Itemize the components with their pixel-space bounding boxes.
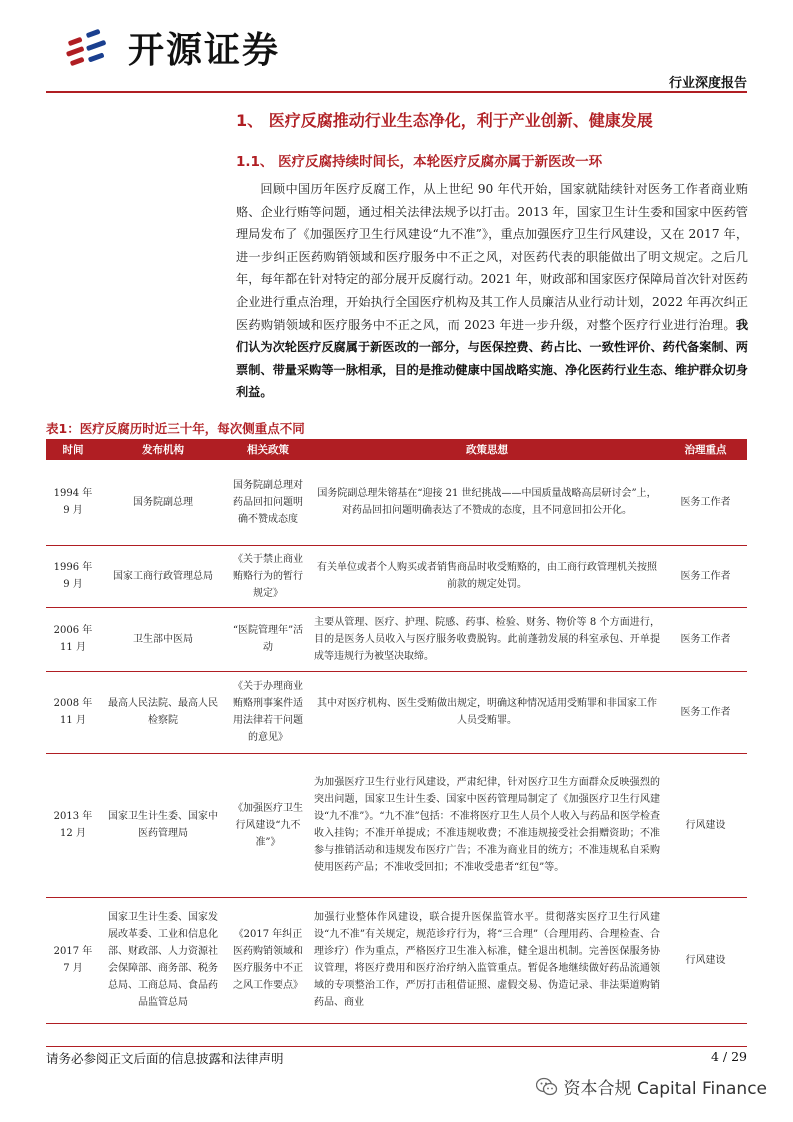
cell-idea: 其中对医疗机构、医生受贿做出规定，明确这种情况适用受贿罪和非国家工作人员受贿罪。	[310, 671, 664, 753]
cell-agency: 卫生部中医局	[100, 607, 226, 671]
cell-time: 2006 年 11 月	[46, 607, 100, 671]
cell-idea: 加强行业整体作风建设，联合提升医保监管水平。贯彻落实医疗卫生行风建设“九不准”有关规定，规范诊疗行为，将“三合理”（合理用药、合理检查、合理诊疗）作为重点，严格医疗卫生准入标准，健全退出机制。完善医保服务协议管理，将医疗费用和医疗治疗纳入监管重点。暂促各地继续做好药品流通领域的专项整治工作，严厉打击租借证照、虚假交易、伪造记录、非法渠道购销药品、商业	[310, 897, 664, 1023]
cell-agency: 国家卫生计生委、国家发展改革委、工业和信息化部、财政部、人力资源社会保障部、商务部、税务总局、工商总局、食品药品监管总局	[100, 897, 226, 1023]
wechat-icon	[536, 1077, 558, 1097]
cell-policy: 《加强医疗卫生行风建设“九不准”》	[226, 753, 310, 897]
brand-mark-icon	[64, 25, 122, 71]
paragraph-text: 回顾中国历年医疗反腐工作，从上世纪 90 年代开始，国家就陆续针对医务工作者商业贿赂、企业行贿等问题，通过相关法律法规予以打击。2013 年，国家卫生计生委和国家中医药管理局发布了《加强医疗卫生行风建设“九不准”》，重点加强医疗卫生行风建设，又在 2017 年，进一步纠正医药购销领域和医疗服务中不正之风，对医药代表的职能做出了明文规定。之后几年，每年都在针对特定的部分展开反腐行动。2021 年，财政部和国家医疗保障局首次针对医药企业进行重点治理，开始执行全国医疗机构及其工作人员廉洁从业行动计划，2022 年再次纠正医药购销领域和医疗服务中不正之风，而 2023 年进一步升级，对整个医疗行业进行治理。	[236, 182, 748, 332]
cell-agency: 国家卫生计生委、国家中医药管理局	[100, 753, 226, 897]
paragraph-emphasis: 我们认为次轮医疗反腐属于新医改的一部分，与医保控费、药占比、一致性评价、药代备案制、两票制、带量采购等一脉相承，目的是推动健康中国战略实施、净化医药行业生态、维护群众切身利益。	[236, 317, 748, 400]
cell-agency: 国家工商行政管理总局	[100, 545, 226, 607]
page-number: 4 / 29	[710, 1049, 747, 1064]
cell-idea: 有关单位或者个人购买或者销售商品时收受贿赂的，由工商行政管理机关按照前款的规定处罚。	[310, 545, 664, 607]
header-focus: 治理重点	[664, 439, 747, 460]
table-row	[46, 607, 747, 671]
cell-agency: 最高人民法院、最高人民检察院	[100, 671, 226, 753]
header-idea: 政策思想	[310, 439, 664, 460]
header-divider	[46, 91, 747, 93]
table-row	[46, 897, 747, 1023]
cell-agency: 国务院副总理	[100, 460, 226, 545]
report-type: 行业深度报告	[668, 76, 747, 91]
cell-time: 2013 年 12 月	[46, 753, 100, 897]
cell-policy: 国务院副总理对药品回扣问题明确不赞成态度	[226, 460, 310, 545]
subsection-heading: 1.1、 医疗反腐持续时间长，本轮医疗反腐亦属于新医改一环	[236, 154, 603, 170]
cell-policy: 《关于办理商业贿赂刑事案件适用法律若干问题的意见》	[226, 671, 310, 753]
cell-focus: 医务工作者	[664, 460, 747, 545]
watermark	[536, 1074, 767, 1099]
cell-time: 1994 年 9 月	[46, 460, 100, 545]
table-row	[46, 545, 747, 607]
cell-idea: 国务院副总理朱镕基在“迎接 21 世纪挑战——中国质量战略高层研讨会”上，对药品回扣问题明确表达了不赞成的态度，且不同意回扣公开化。	[310, 460, 664, 545]
cell-time: 1996 年 9 月	[46, 545, 100, 607]
section-heading: 1、 医疗反腐推动行业生态净化，利于产业创新、健康发展	[236, 111, 653, 130]
header-policy: 相关政策	[226, 439, 310, 460]
table-row	[46, 671, 747, 753]
cell-policy: “医院管理年”活动	[226, 607, 310, 671]
table-title: 表1：医疗反腐历时近三十年，每次侧重点不同	[46, 421, 305, 436]
brand-name: 开源证券	[128, 30, 281, 71]
cell-focus: 医务工作者	[664, 607, 747, 671]
watermark-text: 资本合规 Capital Finance	[563, 1079, 767, 1099]
cell-focus: 行风建设	[664, 897, 747, 1023]
cell-policy: 《2017 年纠正医药购销领域和医疗服务中不正之风工作要点》	[226, 897, 310, 1023]
table-header-row	[46, 439, 747, 460]
footer-disclaimer: 请务必参阅正文后面的信息披露和法律声明	[46, 1051, 284, 1066]
body-paragraph	[236, 178, 748, 404]
cell-idea: 主要从管理、医疗、护理、院感、药事、检验、财务、物价等 8 个方面进行，目的是医务人员收入与医疗服务收费脱钩。此前蓬勃发展的科室承包、开单提成等违规行为被坚决取缔。	[310, 607, 664, 671]
table-row	[46, 753, 747, 897]
cell-idea: 为加强医疗卫生行业行风建设，严肃纪律，针对医疗卫生方面群众反映强烈的突出问题，国家卫生计生委、国家中医药管理局制定了《加强医疗卫生行风建设“九不准”》。“九不准”包括：不准将医疗卫生人员个人收入与药品和医学检查收入挂钩；不准开单提成；不准违规收费；不准违规接受社会捐赠资助；不准参与推销活动和违规发布医疗广告；不准为商业目的统方；不准违规私自采购使用医药产品；不准收受回扣；不准收受患者“红包”等。	[310, 753, 664, 897]
brand-logo	[64, 22, 280, 73]
cell-focus: 行风建设	[664, 753, 747, 897]
cell-time: 2008 年 11 月	[46, 671, 100, 753]
table-row	[46, 460, 747, 545]
cell-focus: 医务工作者	[664, 671, 747, 753]
header-agency: 发布机构	[100, 439, 226, 460]
cell-policy: 《关于禁止商业贿赂行为的暂行规定》	[226, 545, 310, 607]
header-time: 时间	[46, 439, 100, 460]
cell-focus: 医务工作者	[664, 545, 747, 607]
cell-time: 2017 年 7 月	[46, 897, 100, 1023]
policy-table	[46, 439, 747, 1024]
footer-divider	[46, 1046, 747, 1047]
